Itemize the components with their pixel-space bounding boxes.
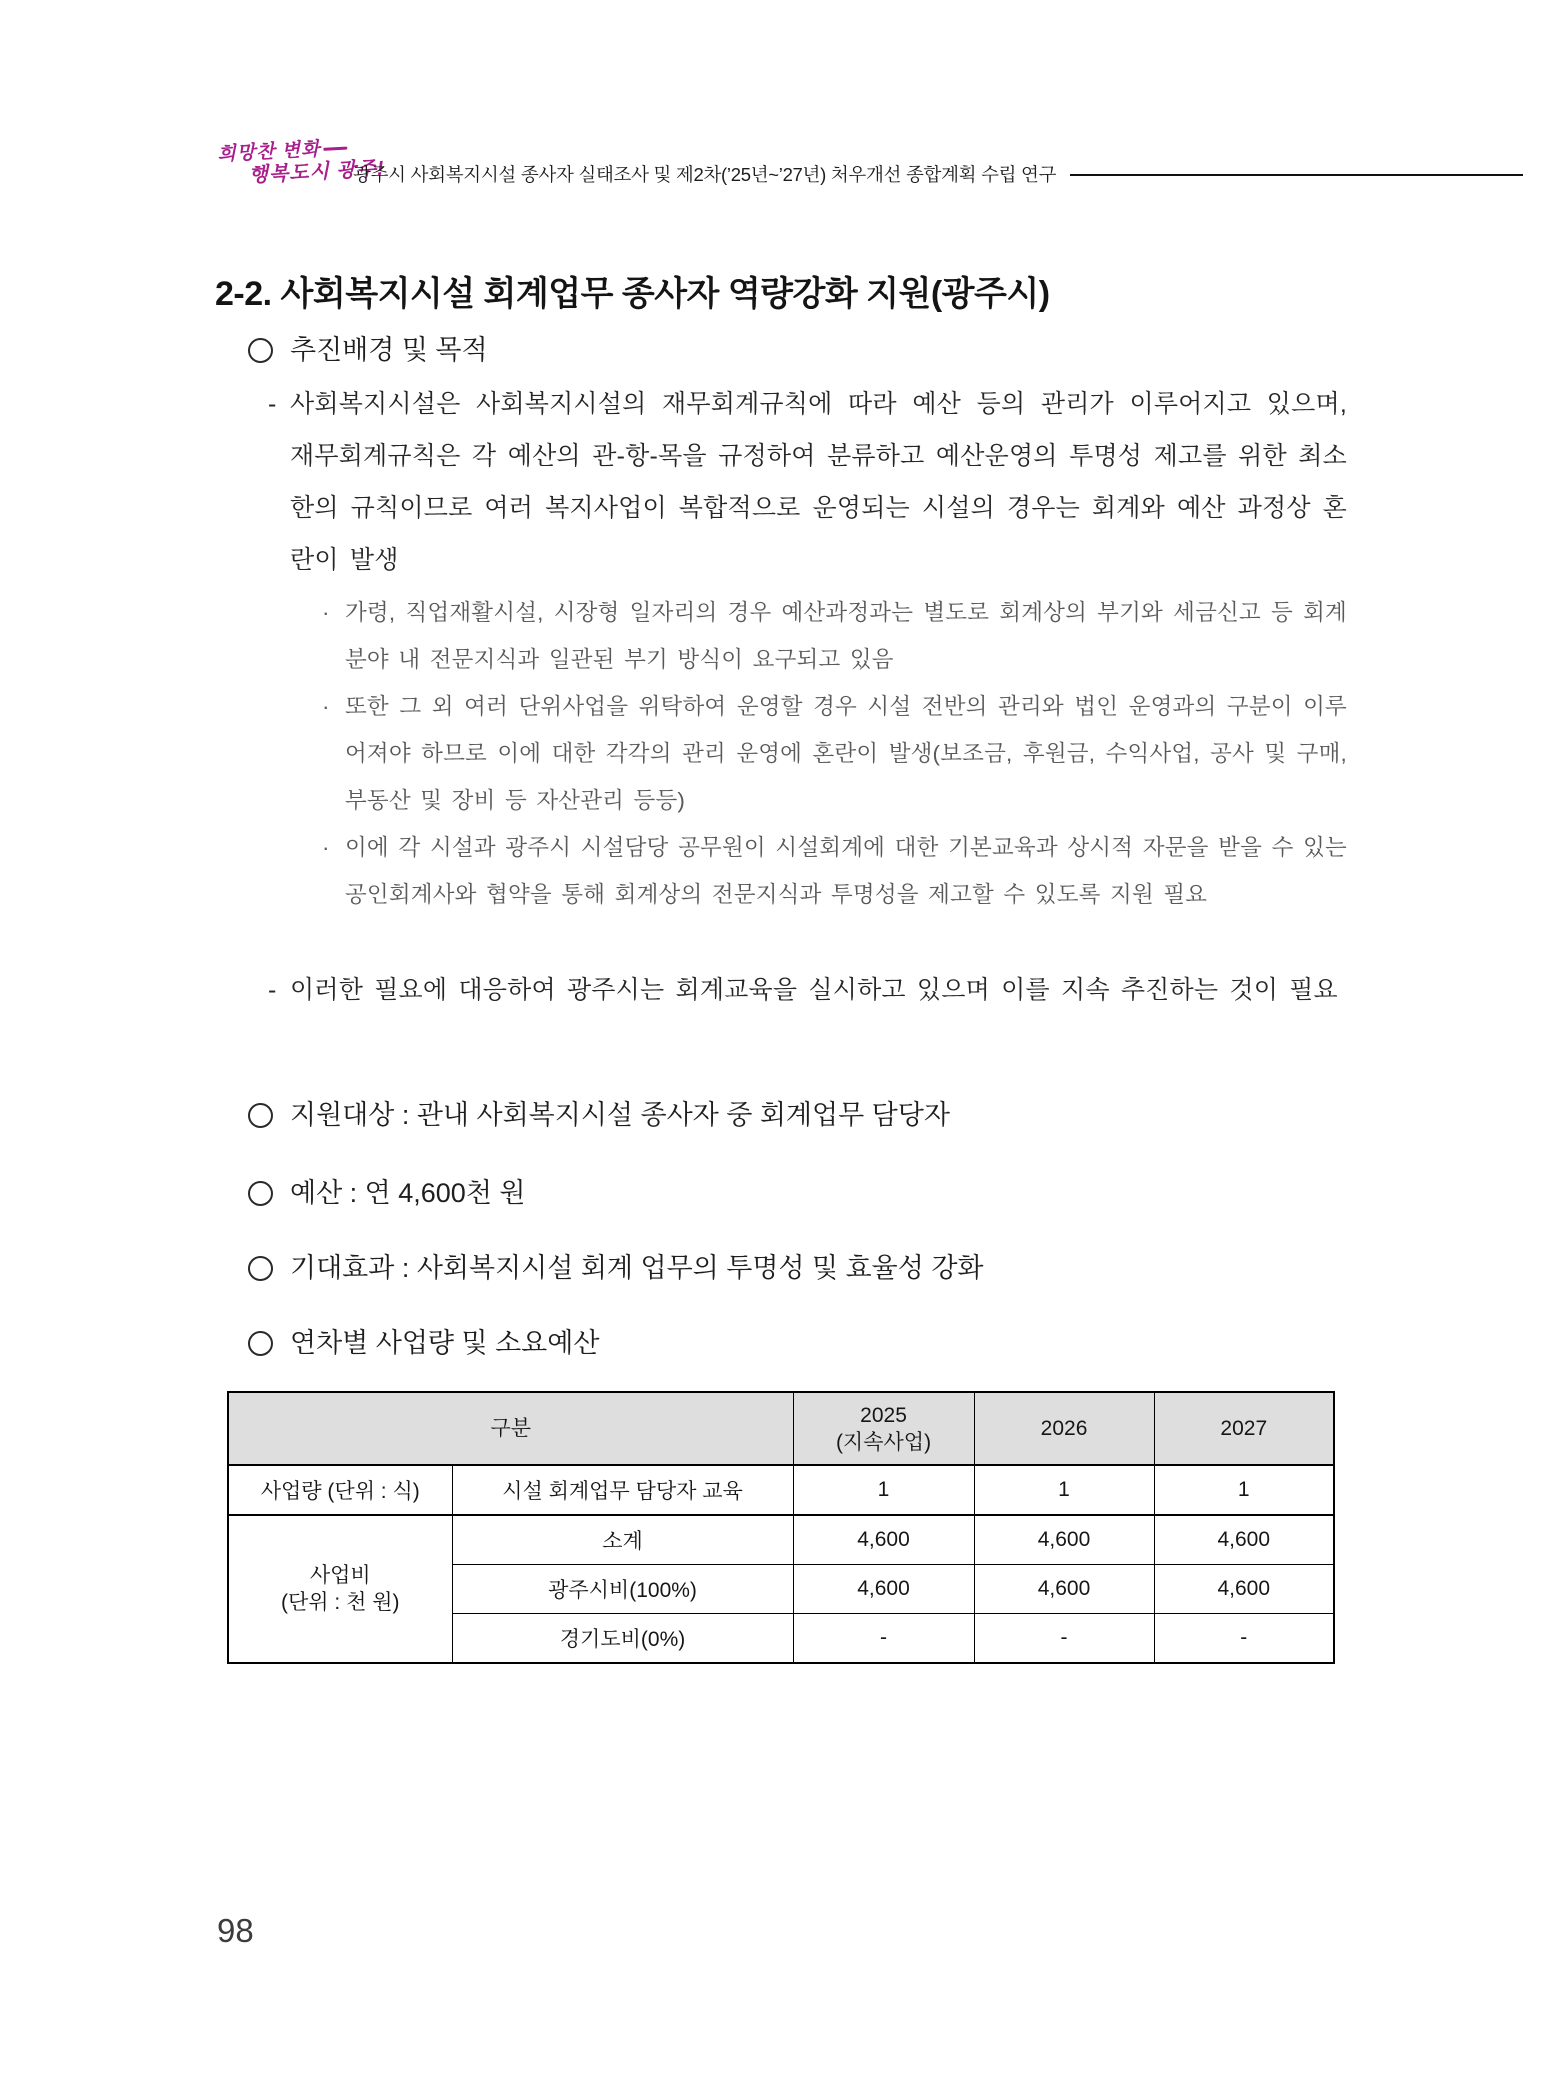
cell-province-2025: - (793, 1614, 974, 1664)
bullet-heading-text: 추진배경 및 목적 (290, 335, 488, 365)
cell-subtotal-2025: 4,600 (793, 1515, 974, 1565)
header-cell-2026: 2026 (974, 1392, 1154, 1465)
list-item (322, 589, 1347, 683)
bullet-heading-text: 지원대상 : 관내 사회복지시설 종사자 중 회계업무 담당자 (290, 1100, 950, 1130)
logo-line1: 희망찬 변화 (217, 137, 384, 165)
yearly-budget-table (227, 1391, 1335, 1664)
table-row-quantity (228, 1465, 1334, 1515)
section-title: 2-2. 사회복지시설 회계업무 종사자 역량강화 지원(광주시) (215, 274, 1050, 313)
list-item (322, 824, 1347, 918)
header-cell-category: 구분 (228, 1392, 793, 1465)
list-item-text: 이에 각 시설과 광주시 시설담당 공무원이 시설회계에 대한 기본교육과 상시적 자문을 받을 수 있는 공인회계사와 협약을 통해 회계상의 전문지식과 투명성을 제고할 수 있도록 지원 필요 (345, 835, 1347, 907)
logo-flourish-stroke (323, 147, 347, 151)
table-row-subtotal (228, 1515, 1334, 1565)
sub-bullet-list (322, 589, 1347, 918)
running-header-title: 광주시 사회복지시설 종사자 실태조사 및 제2차(’25년~’27년) 처우개선 종합계획 수립 연구 (353, 164, 1057, 185)
paragraph-text: 사회복지시설은 사회복지시설의 재무회계규칙에 따라 예산 등의 관리가 이루어지고 있으며, 재무회계규칙은 각 예산의 관-항-목을 규정하여 분류하고 예산운영의 투명성 제고를 위한 최소한의 규칙이므로 여러 복지사업이 복합적으로 운영되는 시설의 경우는 회계와 예산 과정상 혼란이 발생 (290, 390, 1347, 574)
dot-marker: · (322, 694, 330, 719)
circle-bullet-icon (248, 1256, 273, 1281)
cell-cost-category (228, 1515, 452, 1663)
bullet-support-target (248, 1098, 950, 1132)
paragraph-continue-education (268, 964, 1347, 1016)
cell-city-2025: 4,600 (793, 1565, 974, 1614)
page-number: 98 (217, 1912, 254, 1949)
cost-category-line1: 사업비 (309, 1564, 371, 1587)
bullet-background-purpose (248, 333, 488, 367)
cell-city-2026: 4,600 (974, 1565, 1154, 1614)
circle-bullet-icon (248, 1103, 273, 1128)
running-header (353, 162, 1523, 188)
bullet-heading-text: 예산 : 연 4,600천 원 (290, 1178, 526, 1208)
cell-province-label: 경기도비(0%) (452, 1614, 793, 1664)
dash-marker: - (268, 390, 277, 418)
cell-qty-2026: 1 (974, 1465, 1154, 1515)
header-2025-note: (지속사업) (835, 1430, 932, 1454)
cell-qty-category: 사업량 (단위 : 식) (228, 1465, 452, 1515)
dash-marker: - (268, 976, 277, 1004)
list-item-text: 또한 그 외 여러 단위사업을 위탁하여 운영할 경우 시설 전반의 관리와 법인 운영과의 구분이 이루어져야 하므로 이에 대한 각각의 관리 운영에 혼란이 발생(보조금, 후원금, 수익사업, 공사 및 구매, 부동산 및 장비 등 자산관리 등등) (345, 694, 1347, 813)
cell-subtotal-2027: 4,600 (1154, 1515, 1334, 1565)
cell-city-label: 광주시비(100%) (452, 1565, 793, 1614)
dot-marker: · (322, 835, 330, 860)
bullet-heading-text: 연차별 사업량 및 소요예산 (290, 1328, 600, 1358)
cost-category-line2: (단위 : 천 원) (281, 1591, 400, 1614)
cell-qty-item: 시설 회계업무 담당자 교육 (452, 1465, 793, 1515)
header-rule (1070, 174, 1523, 176)
cell-city-2027: 4,600 (1154, 1565, 1334, 1614)
bullet-heading-text: 기대효과 : 사회복지시설 회계 업무의 투명성 및 효율성 강화 (290, 1253, 984, 1283)
circle-bullet-icon (248, 338, 273, 363)
bullet-yearly-plan (248, 1326, 599, 1360)
bullet-budget (248, 1176, 525, 1210)
paragraph-facility-accounting (268, 378, 1347, 586)
header-cell-2027: 2027 (1154, 1392, 1334, 1465)
cell-province-2027: - (1154, 1614, 1334, 1664)
circle-bullet-icon (248, 1181, 273, 1206)
list-item (322, 683, 1347, 824)
cell-qty-2027: 1 (1154, 1465, 1334, 1515)
logo-line2: 행복도시 광주! (248, 157, 386, 187)
cell-subtotal-label: 소계 (452, 1515, 793, 1565)
header-cell-2025 (793, 1392, 974, 1465)
paragraph-text: 이러한 필요에 대응하여 광주시는 회계교육을 실시하고 있으며 이를 지속 추진하는 것이 필요 (290, 976, 1338, 1004)
cell-province-2026: - (974, 1614, 1154, 1664)
circle-bullet-icon (248, 1331, 273, 1356)
table-header-row (228, 1392, 1334, 1465)
cell-subtotal-2026: 4,600 (974, 1515, 1154, 1565)
header-2025-year: 2025 (860, 1403, 907, 1427)
dot-marker: · (322, 600, 330, 625)
list-item-text: 가령, 직업재활시설, 시장형 일자리의 경우 예산과정과는 별도로 회계상의 부기와 세금신고 등 회계분야 내 전문지식과 일관된 부기 방식이 요구되고 있음 (345, 600, 1347, 672)
cell-qty-2025: 1 (793, 1465, 974, 1515)
bullet-expected-effect (248, 1251, 983, 1285)
